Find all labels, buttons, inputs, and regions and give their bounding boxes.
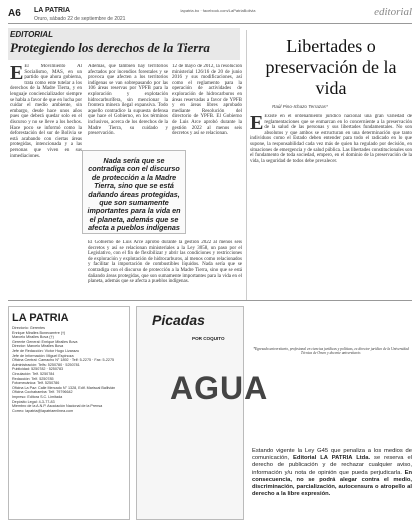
masthead-row: Jefe de Redacción: Víctor Hugo Lizarazu	[12, 348, 80, 353]
header-date: Oruro, sábado 22 de septiembre de 2021	[34, 16, 126, 22]
masthead-row: Jefe de Información: Miguel Espinoza	[12, 353, 74, 358]
cartoon-box	[136, 306, 244, 520]
drop-cap: E	[10, 64, 24, 84]
editorial-text-1: El Movimiento Al Socialismo, MAS, en un partido que ahora gobierna, trata como ente tutelar a los derechos de la Madre Tierra, y en lenguaje conciencializador siempre se habla a favor de que en lucha por cuidar el medio ambiente, sin embargo, desde hace unos años pues que deberá quedar solo en el discurso y no se lleve a los hechos. Hace poco se informó como la deforestación del sur de Bolivia se está acabando con ciertas áreas protegidas, intencionada y a las personas que viven en sus inmediaciones.	[10, 64, 82, 159]
masthead-row: Gerente General: Enrique Miralles Bova	[12, 339, 78, 344]
cartoon-byline: POR COQUITO	[192, 336, 225, 341]
masthead-row: Enrique Miralles Bonecarrère (†)	[12, 330, 66, 335]
column-body	[250, 114, 412, 342]
masthead-row: Marcelo Miralles Bova (†)	[12, 335, 54, 340]
masthead-row: Director: Marcelo Miralles Bova	[12, 344, 64, 349]
masthead-row: Oficina La Paz: Calle Mercado N° 1328, Edif. Mariscal Ballivián	[12, 385, 116, 390]
page-number: A6	[8, 8, 21, 19]
legal-notice-text-3: En consecuencia, no se podrá alegar contra el medio, discriminación, parcialización, autocensura o atropello al derecho a la libre expresión.	[252, 469, 412, 498]
editorial-column-1	[10, 64, 82, 294]
section-label: editorial	[374, 6, 412, 18]
masthead-row: Directorio: Gerentes	[12, 326, 45, 330]
legal-notice-text-2: se reserva el derecho de publicación y de rechazar cualquier aviso, información y/u nota de opinión que pueda perjudicarla.	[252, 455, 412, 476]
masthead-row: Impreso: Editora S.C. Limitada	[12, 394, 63, 399]
cartoon-sign: AGUA	[170, 370, 269, 406]
masthead-rows	[12, 326, 128, 413]
masthead-row: Redacción: Telf. 5250785	[12, 376, 54, 381]
pull-quote-text: Nada sería que se contradiga con el discurso de protección a la Madre Tierra, sino que se está dañando áreas protegidas, que son sumamente importantes para la vida en el planeta, además que se afecta a pueblos indígenas	[87, 156, 181, 233]
editorial-column-bottom: El Gobierno de Luis Arce aprobó durante la gestión 2022 al menos seis decretos y así se relacionan ministeriales a la Ley 3058, un paso por el Legislativo, con el fin de flexibilizar y abrir las condiciones y restricciones de exploración y explotación de hidrocarburos, al menos como relacionados y facilitar la importación de combustibles líquidos. Nada sería que se contradiga con el discurso de protección a la Madre Tierra, sino que se está dañando áreas protegidas, que son sumamente importantes para la vida en el planeta, además que se afecta a pueblos indígenas.	[88, 240, 242, 285]
column-footnote: *Egresado universitario, profesional en ciencias jurídicas y políticas, ex director jurídico de la Universidad Técnica de Oruro y docente universitario.	[253, 347, 409, 356]
column-author: Raúl Pino-Ichazo Terrazas*	[272, 104, 328, 109]
masthead-row: Correo: lapatria@lapatriaenlinea.com	[12, 408, 74, 413]
pull-quote	[82, 150, 186, 234]
masthead-row: Circulación: Telf. 5250784	[12, 371, 55, 376]
masthead-row: Depósito Legal: 4-3-77-83	[12, 399, 55, 404]
editorial-label: EDITORIAL	[10, 30, 53, 39]
masthead-row: Publicidad: 5250782 · 5250783	[12, 367, 64, 372]
header-logo: LA PATRIA	[34, 7, 71, 14]
masthead-row: Fotomecánica: Telf. 5250786	[12, 381, 60, 386]
cartoon-logo: Picadas	[152, 312, 205, 328]
editorial-column-3: 12 de mayo de 2012, la resolución ministerial 126/16 de 20 de junio 2016 y sus modificaciones, así como el reglamento para la operación de actividades de exploración de hidrocarburos en áreas reservadas a favor de YPFB y en áreas libres aprobado mediante Resolución del directorio de YPFB. El Gobierno de Luis Arce aprobó durante la gestión 2022 al menos seis decretos y así se relacionan.	[172, 64, 242, 137]
masthead-row: Miembro de la A.N.P. Asociación Nacional de la Prensa	[12, 404, 103, 409]
column-divider	[246, 30, 247, 300]
column-title: Libertades o preservación de la vida	[265, 36, 397, 98]
header-site: lapatria.bo · facebook.com/LaPatriaBolivia	[180, 8, 256, 13]
masthead-logo: LA PATRIA	[12, 312, 69, 324]
editorial-column-2: Además, que también hay territorios afectados por incendios forestales y se provoca que afecten a los territorios indígenas se van sobrepasando por las 106 áreas reservas por YPFB para la exploración y explotación hidrocarburífera, sin mencionar la frontera minera ilegal expansiva. Todo aquello contradice la supuesta defensa que hace el Gobierno, en los términos inclusivos, acerca de los derechos de la Madre Tierra, su cuidado y preservación.	[88, 64, 168, 137]
drop-cap: E	[250, 114, 264, 134]
masthead-row: Oficina Central: Camacho N° 1892 · Telf: 5-2275 · Fax: 5-2275	[12, 358, 115, 363]
page-header	[8, 6, 412, 24]
editorial-title: Protegiendo los derechos de la Tierra	[10, 40, 210, 55]
section-rule	[8, 300, 412, 301]
legal-notice-brand: Editorial LA PATRIA Ltda.	[293, 455, 371, 462]
masthead-row: Oficina Cochabamba: Telf. 79796642	[12, 390, 73, 395]
legal-notice-text-1: Estando vigente la Ley G45 que penaliza a los medios de comunicación,	[252, 448, 412, 462]
masthead-row: Administración: Telfs: 5250780 · 5250781	[12, 362, 80, 367]
column-body-text: Existe en el ordenamiento jurídico nacional una gran variedad de reglamentaciones que se enmarcan en lo concerniente a la preservación de la salud de las personas y sus libertades fundamentales. No son absolutos y que ambos se estructuran en una determinación que tanto individuos como el Estado deben entender para todo el radicado en lo que supone, la responsabilidad cada vez más de quien ha regulado por decisión, en situaciones de emergencia y de salud pública. Las libertades constitucionales son el fundamento de toda sociedad, empero, en el dominio de la preservación de la vida, la seguridad de todos debe prevalecer.	[250, 114, 412, 164]
legal-notice	[252, 448, 412, 498]
